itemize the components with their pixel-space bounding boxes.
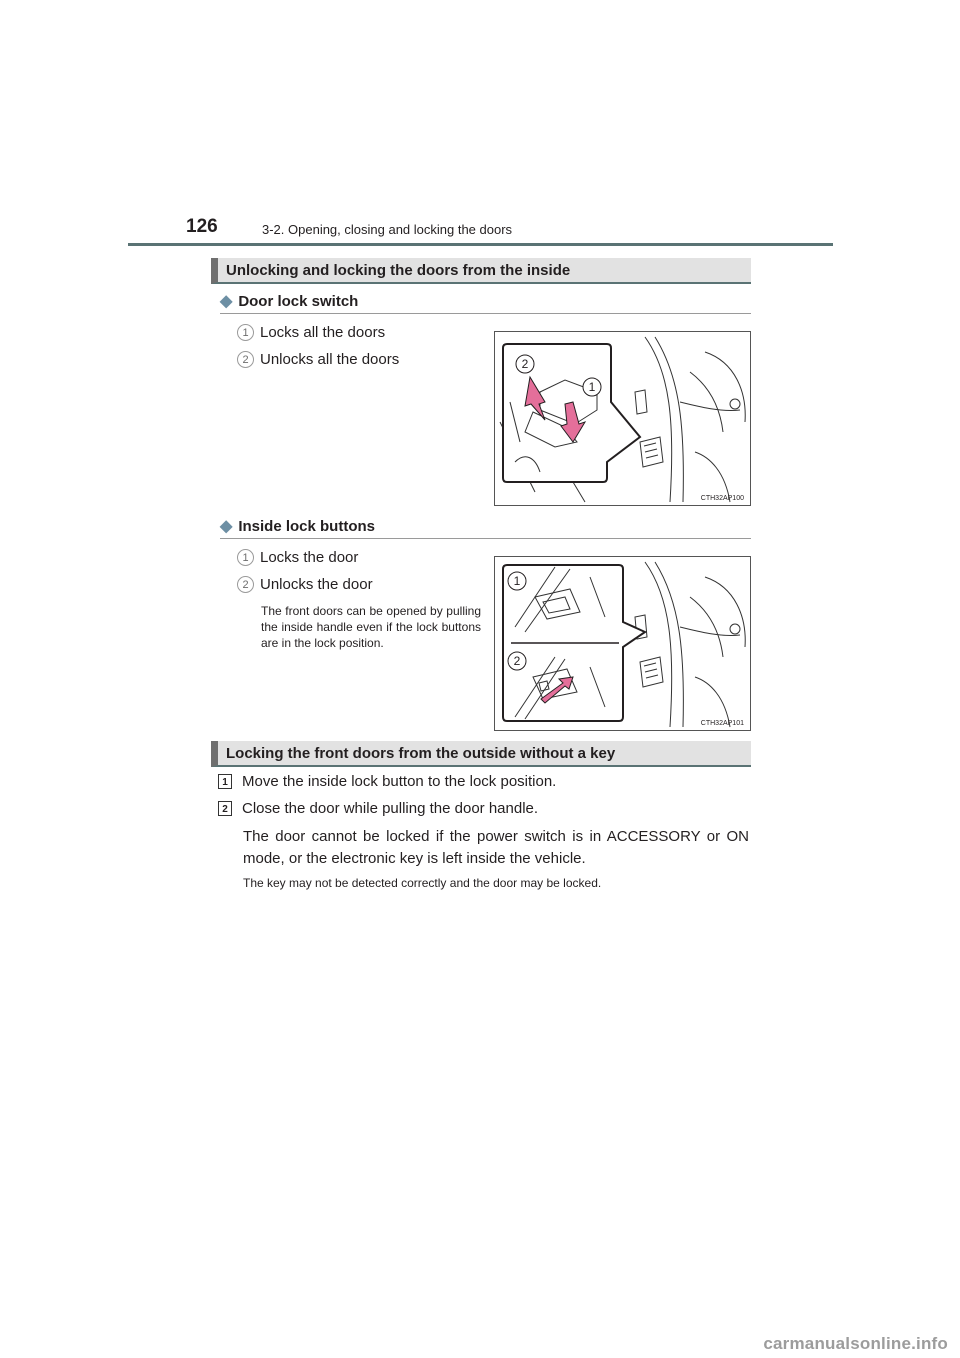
list-item: 2 Unlocks the door [237,576,373,593]
header-rule [128,243,833,246]
step-number: 1 [218,774,232,789]
subsection-rule [220,313,751,314]
door-lock-switch-illustration [494,331,751,506]
note-text: The front doors can be opened by pulling the inside handle even if the lock buttons are in the lock position. [261,604,481,650]
chapter-title: 3-2. Opening, closing and locking the doors [262,222,513,237]
watermark: carmanualsonline.info [763,1334,948,1353]
subsection-rule [220,538,751,539]
small-note: The key may not be detected correctly and the door may be locked. [243,876,602,890]
number-badge: 2 [237,576,254,593]
list-item: 2 Unlocks all the doors [237,351,399,368]
step-item: 1 Move the inside lock button to the lock position. [218,773,556,790]
number-badge: 1 [237,324,254,341]
inside-lock-buttons-illustration [494,556,751,731]
section-title-bar [211,258,751,284]
callout-2: 2 [521,357,529,371]
illustration-svg [495,557,750,730]
subsection-heading-inside-lock-buttons: ◆ Inside lock buttons [220,518,375,535]
step-number: 2 [218,801,232,816]
section-title: Locking the front doors from the outside without a key [226,745,616,762]
illustration-svg [495,332,750,505]
diamond-icon: ◆ [220,518,233,535]
diamond-icon: ◆ [220,293,233,310]
body-paragraph: The door cannot be locked if the power switch is in ACCESSORY or ON mode, or the electronic key is left inside the vehicle. [243,828,749,867]
section-title-bar [211,741,751,767]
callout-1: 1 [588,380,596,394]
subsection-heading-door-lock-switch: ◆ Door lock switch [220,293,359,310]
callout-2: 2 [513,654,521,668]
list-item: 1 Locks the door [237,549,358,566]
page-number: 126 [186,216,218,237]
step-item: 2 Close the door while pulling the door handle. [218,800,538,817]
callout-1: 1 [513,574,521,588]
figure-code: CTH32AP100 [700,495,744,502]
figure-code: CTH32AP101 [700,720,744,727]
number-badge: 1 [237,549,254,566]
section-title: Unlocking and locking the doors from the inside [226,262,571,279]
number-badge: 2 [237,351,254,368]
list-item: 1 Locks all the doors [237,324,385,341]
